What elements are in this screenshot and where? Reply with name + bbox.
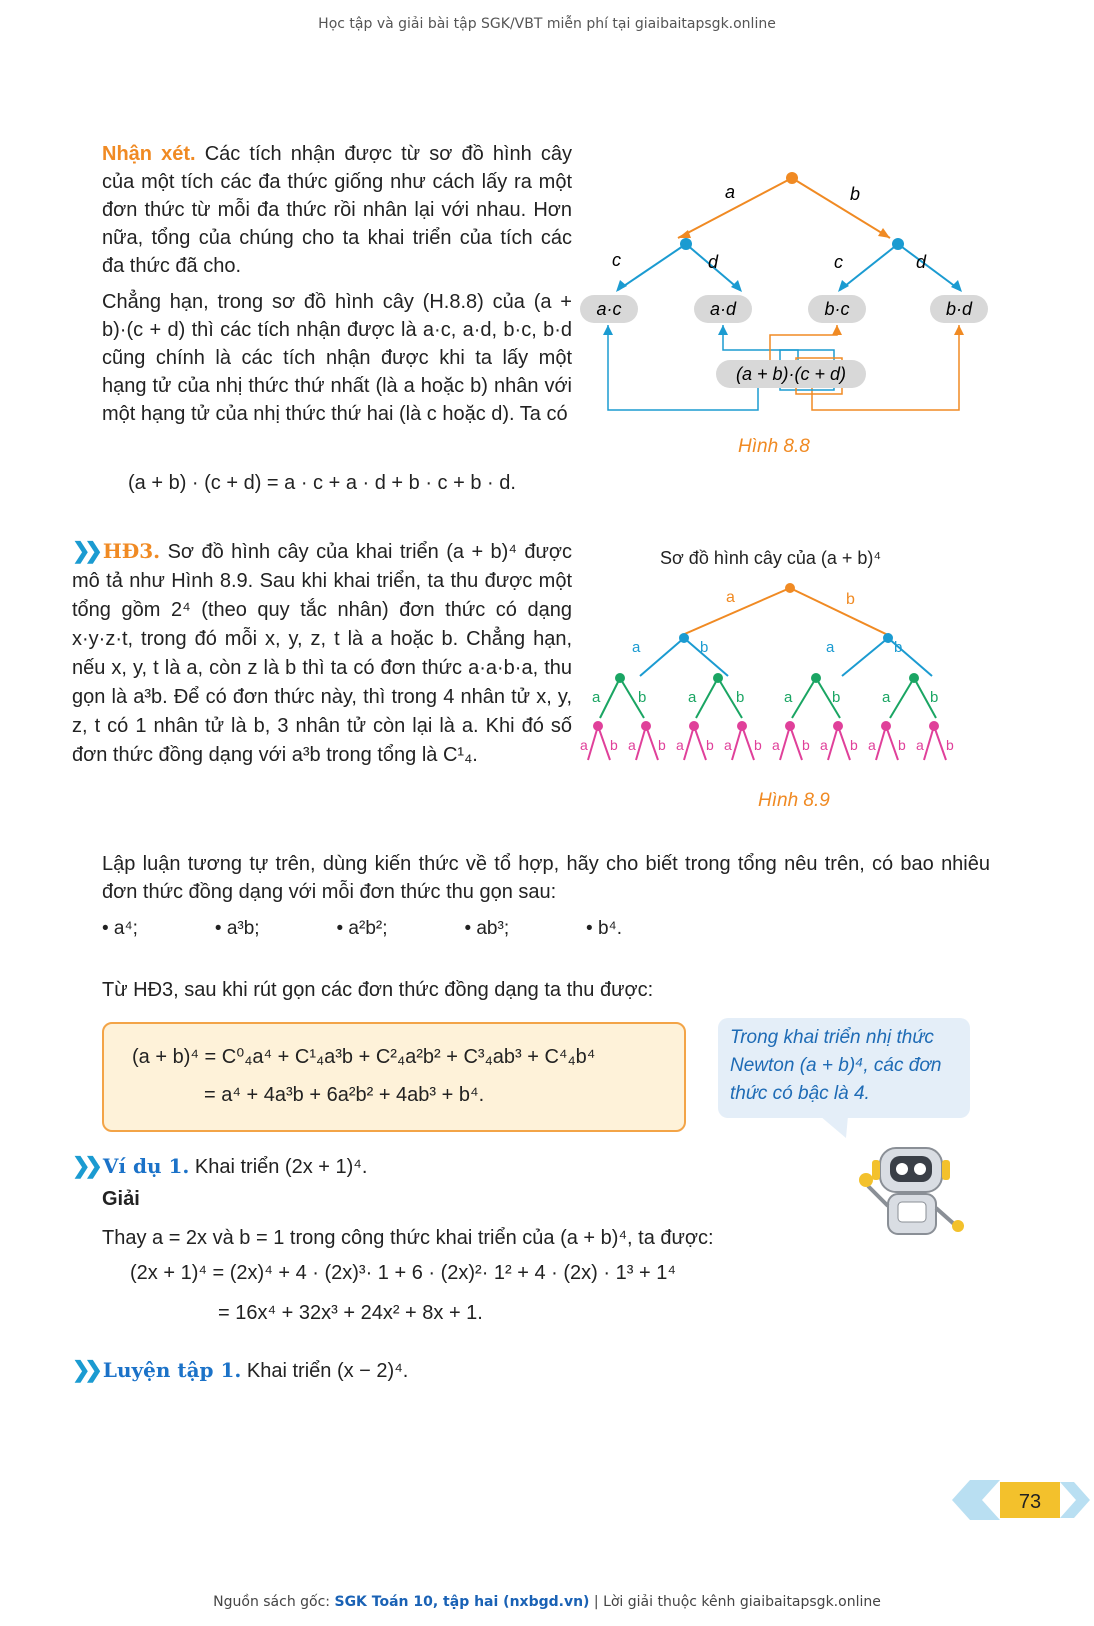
- monomial-list: [102, 918, 622, 940]
- page-number: 73: [1018, 1491, 1042, 1513]
- svg-text:a: a: [820, 737, 828, 753]
- footer-suffix: | Lời giải thuộc kênh giaibaitapsgk.online: [589, 1594, 881, 1610]
- solution-label: Giải: [102, 1188, 140, 1210]
- svg-text:b: b: [802, 737, 810, 753]
- practice-1-text: Khai triển (x − 2)⁴.: [241, 1360, 409, 1382]
- page-footer: [0, 1594, 1094, 1610]
- example-1-subtext: Thay a = 2x và b = 1 trong công thức khai triển của (a + b)⁴, ta được:: [102, 1227, 714, 1249]
- svg-text:b: b: [898, 737, 906, 753]
- hd3-paragraph: [72, 536, 572, 770]
- svg-text:a: a: [580, 737, 588, 753]
- remark-text: Các tích nhận được từ sơ đồ hình cây của một tích các đa thức giống như cách lấy ra một đơn thức từ mỗi đa thức rồi nhân lại với nhau. Hơn nữa, tổng của chúng cho ta khai triển của tích các đa thức đã cho.: [102, 143, 572, 277]
- hd3-text: Sơ đồ hình cây của khai triển (a + b)⁴ được mô tả như Hình 8.9. Sau khi khai triển, ta thu được một tổng gồm 2⁴ (theo quy tắc nhân) đơn thức có dạng x·y·z·t, trong đó mỗi x, y, z, t là a hoặc b. Chẳng hạn, nếu x, y, t là a, còn z là b thì ta có đơn thức a·a·b·a, thu gọn là a³b. Để có đơn thức này, thì trong 4 nhân tử x, y, z, t có 1 nhân tử là b, 3 nhân tử còn lại là a. Khi đó số đơn thức đồng dạng với a³b trong tổng là C¹₄.: [72, 541, 572, 766]
- svg-text:b: b: [736, 689, 745, 706]
- figure-8-9-caption: Hình 8.9: [758, 790, 830, 811]
- leaf-ad: a·d: [709, 299, 737, 319]
- binomial-formula-box: [102, 1022, 686, 1132]
- example-1-label: Ví dụ 1.: [102, 1154, 190, 1178]
- chevron-icon: ❯❯: [72, 538, 97, 563]
- leaf-bc: b·c: [824, 299, 850, 319]
- svg-text:b: b: [754, 737, 762, 753]
- example-1-text: Khai triển (2x + 1)⁴.: [189, 1156, 368, 1178]
- from-hd3-text: Từ HĐ3, sau khi rút gọn các đơn thức đồng dạng ta thu được:: [102, 979, 654, 1001]
- hd3-label: HĐ3.: [102, 539, 161, 563]
- chevron-icon: ❯❯: [72, 1357, 97, 1382]
- svg-text:a: a: [688, 689, 697, 706]
- svg-text:b: b: [946, 737, 954, 753]
- svg-text:b: b: [850, 737, 858, 753]
- bubble-tail: [820, 1116, 850, 1138]
- monomial-item: • a⁴;: [102, 918, 138, 939]
- svg-text:b: b: [610, 737, 618, 753]
- svg-text:a: a: [916, 737, 924, 753]
- figure-8-9-title: Sơ đồ hình cây của (a + b)⁴: [660, 548, 882, 568]
- svg-text:a: a: [868, 737, 876, 753]
- svg-text:a: a: [772, 737, 780, 753]
- tree-diagram-8-9: [580, 580, 1000, 800]
- branch-label-d1: d: [708, 252, 719, 272]
- monomial-item: • a³b;: [214, 918, 260, 939]
- page-number-badge: [950, 1480, 1094, 1520]
- monomial-item: • a²b²;: [336, 918, 388, 939]
- fig89-label-a: a: [726, 589, 735, 606]
- svg-text:a: a: [826, 639, 835, 656]
- example-1-equation-1: (2x + 1)⁴ = (2x)⁴ + 4 · (2x)³· 1 + 6 · (2x)²· 1² + 4 · (2x) · 1³ + 1⁴: [130, 1262, 676, 1284]
- svg-text:b: b: [706, 737, 714, 753]
- footer-source-link[interactable]: SGK Toán 10, tập hai (nxbgd.vn): [334, 1594, 590, 1610]
- formula-line-1: (a + b)⁴ = C⁰₄a⁴ + C¹₄a³b + C²₄a²b² + C³₄ab³ + C⁴₄b⁴: [132, 1046, 596, 1068]
- svg-text:a: a: [784, 689, 793, 706]
- branch-label-a: a: [725, 182, 736, 202]
- footer-prefix: Nguồn sách gốc:: [213, 1594, 335, 1610]
- svg-text:b: b: [638, 689, 647, 706]
- figure-8-8-caption: Hình 8.8: [738, 436, 810, 457]
- root-node: [786, 172, 798, 184]
- svg-text:a: a: [632, 639, 641, 656]
- svg-text:a: a: [676, 737, 684, 753]
- leaf-bd: b·d: [945, 299, 973, 319]
- svg-text:b: b: [700, 639, 709, 656]
- example-1-equation-2: = 16x⁴ + 32x³ + 24x² + 8x + 1.: [218, 1302, 483, 1324]
- remark-paragraph: [102, 140, 572, 280]
- branch-label-d2: d: [916, 252, 927, 272]
- branch-label-b: b: [850, 184, 861, 204]
- leaf-ac: a·c: [596, 299, 622, 319]
- svg-text:a: a: [592, 689, 601, 706]
- remark-label: Nhận xét.: [102, 143, 196, 165]
- branch-label-c1: c: [612, 250, 621, 270]
- fig89-label-b: b: [846, 591, 855, 608]
- speech-bubble: Trong khai triển nhị thức Newton (a + b)⁴, các đơn thức có bậc là 4.: [718, 1018, 970, 1118]
- svg-text:a: a: [628, 737, 636, 753]
- svg-text:b: b: [894, 639, 903, 656]
- monomial-item: • b⁴.: [586, 918, 622, 939]
- svg-text:b: b: [832, 689, 841, 706]
- question-paragraph: Lập luận tương tự trên, dùng kiến thức về tổ hợp, hãy cho biết trong tổng nêu trên, có bao nhiêu đơn thức đồng dạng với mỗi đơn thức thu gọn sau:: [102, 853, 990, 903]
- page-header: Học tập và giải bài tập SGK/VBT miễn phí tại giaibaitapsgk.online: [318, 16, 776, 32]
- svg-text:a: a: [724, 737, 732, 753]
- monomial-item: • ab³;: [464, 918, 510, 939]
- product-equation: (a + b) · (c + d) = a · c + a · d + b · c + b · d.: [128, 472, 516, 494]
- svg-text:b: b: [930, 689, 939, 706]
- formula-line-2: = a⁴ + 4a³b + 6a²b² + 4ab³ + b⁴.: [204, 1084, 485, 1106]
- center-product: (a + b)·(c + d): [735, 364, 847, 384]
- svg-text:b: b: [658, 737, 666, 753]
- example-paragraph: Chẳng hạn, trong sơ đồ hình cây (H.8.8) của (a + b)·(c + d) thì các tích nhận được là a·c, a·d, b·c, b·d cũng chính là các tích nhận được khi ta lấy một hạng tử của nhị thức thứ nhất (là a hoặc b) nhân với một hạng tử của nhị thức thứ hai (là c hoặc d). Ta có: [102, 291, 572, 425]
- svg-text:a: a: [882, 689, 891, 706]
- practice-1-heading: [72, 1356, 772, 1385]
- branch-label-c2: c: [834, 252, 843, 272]
- tree-diagram-8-8: [580, 160, 1010, 470]
- example-1-heading: [72, 1152, 772, 1181]
- practice-1-label: Luyện tập 1.: [102, 1358, 242, 1382]
- chevron-icon: ❯❯: [72, 1153, 97, 1178]
